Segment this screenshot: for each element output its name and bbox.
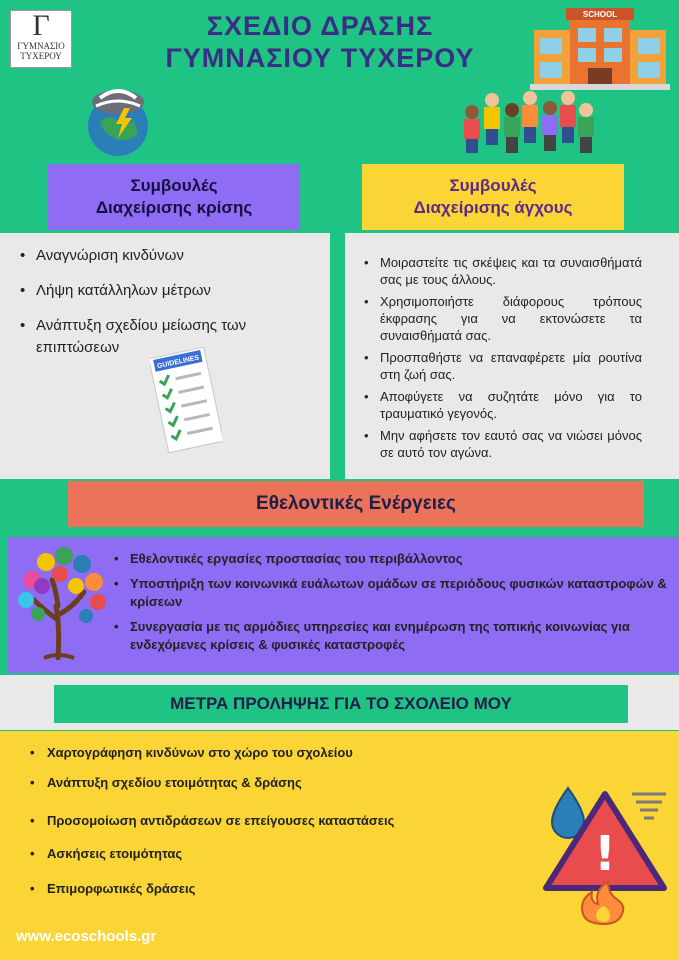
list-item: • Προσομοίωση αντιδράσεων σε επείγουσες καταστάσεις	[30, 812, 530, 830]
list-item: • Χαρτογράφηση κινδύνων στο χώρο του σχολείου	[30, 744, 530, 762]
volunteer-heading: Εθελοντικές Ενέργειες	[68, 481, 644, 527]
logo-letter: Γ	[32, 9, 50, 42]
list-item: • Συνεργασία με τις αρμόδιες υπηρεσίες και ενημέρωση της τοπικής κοινωνίας για ενδεχόμενες κρίσεις & φυσικές καταστροφές	[114, 618, 674, 654]
school-logo	[10, 10, 72, 68]
prevention-list	[30, 744, 530, 898]
crisis-heading-line-1: Συμβουλές	[130, 176, 218, 195]
page-title	[120, 10, 520, 74]
volunteer-list	[114, 550, 674, 661]
anxiety-tips-list	[364, 254, 642, 466]
list-item: • Μοιραστείτε τις σκέψεις και τα συναισθήματά σας με τους άλλους.	[364, 254, 642, 288]
list-item: • Μην αφήσετε τον εαυτό σας να νιώσει μόνος σε αυτό τον αγώνα.	[364, 427, 642, 461]
anxiety-heading-line-1: Συμβουλές	[449, 176, 537, 195]
logo-line-1: ΓΥΜΝΑΣΙΟ	[17, 41, 65, 51]
crisis-tips-heading	[48, 164, 300, 230]
list-item: • Εθελοντικές εργασίες προστασίας του περιβάλλοντος	[114, 550, 674, 568]
list-item: • Χρησιμοποιήστε διάφορους τρόπους έκφρασης για να εκτονώσετε τα συναισθήματά σας.	[364, 293, 642, 344]
list-item: • Επιμορφωτικές δράσεις	[30, 880, 530, 898]
list-item: • Λήψη κατάλληλων μέτρων	[20, 280, 320, 302]
hand-tree-icon	[14, 540, 110, 660]
anxiety-tips-heading	[362, 164, 624, 230]
globe-storm-icon	[80, 82, 156, 158]
school-sign: SCHOOL	[582, 10, 618, 19]
logo-line-2: ΤΥΧΕΡΟΥ	[20, 51, 62, 61]
guidelines-clipboard-icon	[150, 344, 222, 454]
crisis-heading-line-2: Διαχείρισης κρίσης	[95, 198, 253, 217]
title-line-2: ΓΥΜΝΑΣΙΟΥ ΤΥΧΕΡΟΥ	[165, 43, 475, 73]
list-item: • Ανάπτυξη σχεδίου ετοιμότητας & δράσης	[30, 774, 530, 792]
hazard-illustration	[540, 780, 670, 926]
anxiety-heading-line-2: Διαχείρισης άγχους	[413, 198, 573, 217]
tornado-icon	[632, 794, 666, 818]
list-item: • Αποφύγετε να συζητάτε μόνο για το τραυματικό γεγονός.	[364, 388, 642, 422]
children-group-icon	[458, 82, 598, 156]
list-item: • Υποστήριξη των κοινωνικά ευάλωτων ομάδων σε περιόδους φυσικών καταστροφών & κρίσεων	[114, 575, 674, 611]
clipboard-label: GUIDELINES	[156, 354, 200, 371]
prevention-heading: ΜΕΤΡΑ ΠΡΟΛΗΨΗΣ ΓΙΑ ΤΟ ΣΧΟΛΕΙΟ ΜΟΥ	[54, 685, 628, 723]
title-line-1: ΣΧΕΔΙΟ ΔΡΑΣΗΣ	[206, 11, 434, 41]
school-building-icon	[530, 4, 670, 90]
list-item: • Ασκήσεις ετοιμότητας	[30, 845, 530, 863]
list-item: • Προσπαθήστε να επαναφέρετε μία ρουτίνα στη ζωή σας.	[364, 349, 642, 383]
warning-mark: !	[594, 826, 616, 882]
website-url: www.ecoschools.gr	[16, 928, 157, 945]
list-item: • Ανάπτυξη σχεδίου μείωσης των επιπτώσεων	[20, 315, 320, 359]
list-item: • Αναγνώριση κινδύνων	[20, 245, 320, 267]
